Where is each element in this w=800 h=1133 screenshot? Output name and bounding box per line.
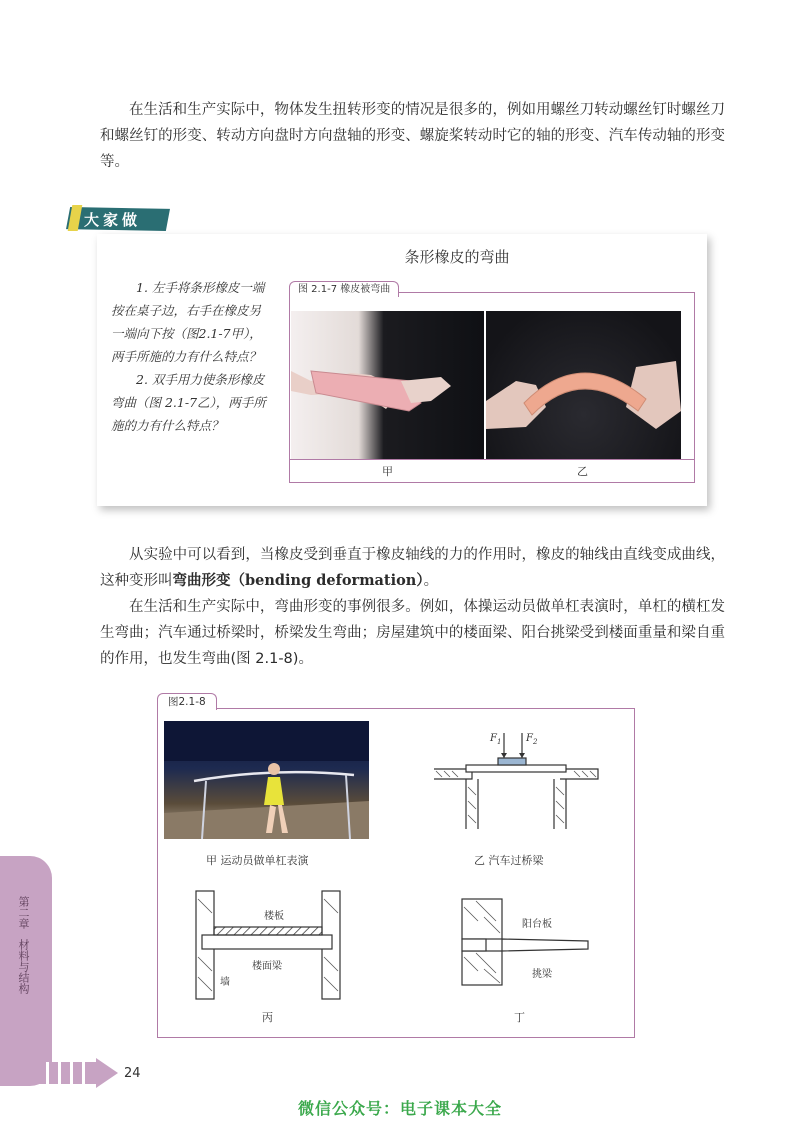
label-balcony-slab: 阳台板 [522, 919, 552, 930]
page-arrow-icon [0, 1058, 118, 1088]
watermark: 微信公众号：电子课本大全 [297, 1099, 502, 1118]
activity-title: 条形橡皮的弯曲 [404, 248, 510, 266]
tag-label: 大家做 [84, 211, 142, 229]
label-floor-slab: 楼板 [264, 911, 284, 922]
intro-paragraph [100, 97, 725, 175]
label-floor-beam: 楼面梁 [252, 961, 282, 972]
figure-2-1-8 [157, 696, 635, 1038]
activity-tag [66, 203, 176, 233]
figure-2-1-8-label: 图2.1-8 [157, 693, 217, 710]
paragraph-examples-text: 在生活和生产实际中，弯曲形变的事例很多。例如，体操运动员做单杠表演时，单杠的横杠发生弯曲；汽车通过桥梁时，桥梁发生弯曲；房屋建筑中的楼面梁、阳台挑梁受到楼面重量和梁自重的作用，也发生弯曲(图 2.1-8)。 [100, 599, 725, 667]
figure-2-1-7-label: 图 2.1-7 橡皮被弯曲 [289, 281, 399, 297]
floor-beam-diagram [188, 887, 358, 1005]
eraser-bent-photo [486, 311, 681, 459]
subject-label: 材料与结构 [17, 939, 30, 994]
gymnast-photo [164, 721, 369, 839]
caption-jia: 甲 [382, 465, 393, 478]
chapter-label: 第二章 [17, 896, 30, 929]
activity-step-1: 1. 左手将条形橡皮一端按在桌子边，右手在橡皮另一端向下按（图2.1-7甲），两手所施的力有什么特点？ [111, 280, 265, 364]
balcony-diagram [456, 893, 606, 989]
label-wall: 墙 [220, 977, 230, 988]
bending-term: 弯曲形变（bending deformation） [172, 572, 424, 589]
paragraph-bending-text: 从实验中可以看到，当橡皮受到垂直于橡皮轴线的力的作用时，橡皮的轴线由直线变成曲线，这种变形叫 [100, 547, 725, 589]
activity-box [97, 234, 707, 506]
force-f2-label: $F_2$ [526, 733, 538, 746]
caption-gymnast: 甲 运动员做单杠表演 [206, 854, 309, 867]
figure-caption-divider [290, 459, 694, 460]
caption-balcony: 丁 [514, 1011, 525, 1024]
paragraph-bending [100, 542, 725, 594]
paragraph-bending-end: 。 [423, 573, 439, 589]
bridge-diagram [426, 727, 606, 837]
chapter-tab-text [8, 896, 38, 994]
paragraph-examples [100, 594, 725, 672]
eraser-pressed-photo [291, 311, 484, 459]
caption-yi: 乙 [577, 465, 588, 478]
figure-2-1-7 [289, 284, 695, 483]
caption-bridge: 乙 汽车过桥梁 [474, 854, 544, 867]
activity-step-2: 2. 双手用力使条形橡皮弯曲（图 2.1-7乙），两手所施的力有什么特点？ [111, 372, 266, 433]
intro-paragraph-text: 在生活和生产实际中，物体发生扭转形变的情况是很多的，例如用螺丝刀转动螺丝钉时螺丝刀和螺丝钉的形变、转动方向盘时方向盘轴的形变、螺旋桨转动时它的轴的形变、汽车传动轴的形变等。 [100, 102, 725, 170]
activity-instructions [111, 276, 271, 437]
label-cantilever-beam: 挑梁 [532, 969, 552, 980]
caption-floor-beam: 丙 [262, 1011, 273, 1024]
chapter-tab [0, 856, 52, 1086]
page-number: 24 [124, 1066, 141, 1081]
force-f1-label: $F_1$ [490, 733, 502, 746]
